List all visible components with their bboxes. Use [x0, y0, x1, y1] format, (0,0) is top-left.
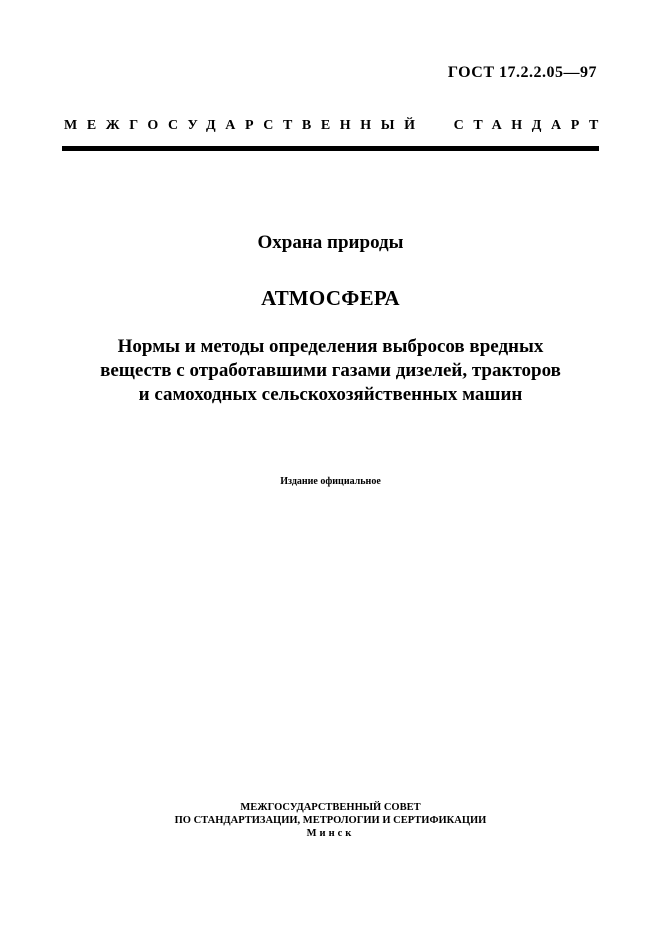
publisher-block — [0, 801, 661, 840]
header-rule — [62, 146, 599, 151]
edition-note: Издание официальное — [280, 476, 381, 487]
subtitle-line: Нормы и методы определения выбросов вредных — [117, 336, 544, 357]
subtitle-line: и самоходных сельскохозяйственных машин — [138, 384, 523, 405]
subtitle-line: веществ с отработавшими газами дизелей, тракторов — [100, 360, 561, 381]
main-title: АТМОСФЕРА — [261, 286, 400, 310]
header-interstate: МЕЖГОСУДАРСТВЕННЫЙ — [64, 118, 425, 133]
publisher-line: ПО СТАНДАРТИЗАЦИИ, МЕТРОЛОГИИ И СЕРТИФИКАЦИИ — [174, 815, 487, 826]
header-standard: СТАНДАРТ — [453, 118, 608, 133]
publisher-line: МЕЖГОСУДАРСТВЕННЫЙ СОВЕТ — [240, 802, 421, 813]
standard-number: ГОСТ 17.2.2.05—97 — [447, 64, 597, 81]
header-band — [64, 118, 608, 138]
subject-heading: Охрана природы — [257, 232, 404, 253]
subtitle — [0, 335, 661, 407]
publisher-city: Минск — [306, 828, 355, 839]
